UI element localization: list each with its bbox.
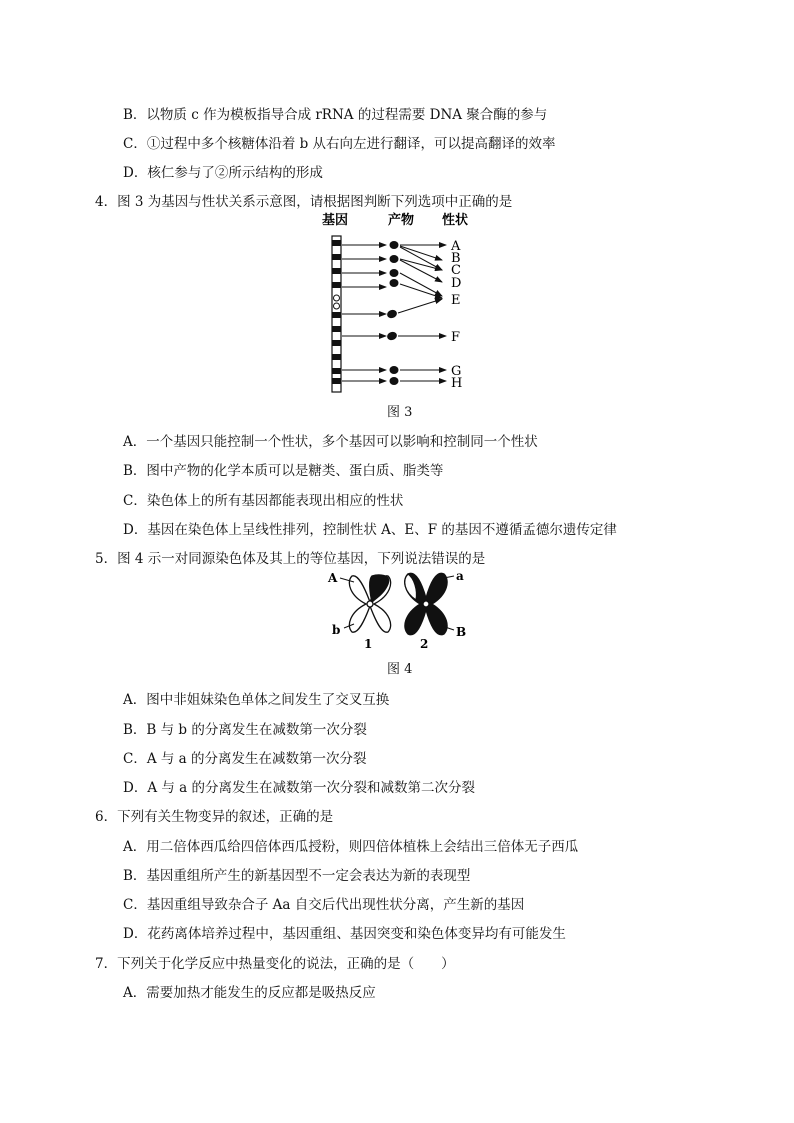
allele-label-A: A — [328, 571, 338, 585]
chromosome-2 — [405, 573, 447, 634]
trait-label-g: G — [451, 364, 462, 379]
q6-option-b: B．基因重组所产生的新基因型不一定会表达为新的表现型 — [123, 868, 471, 884]
col-product-label: 产物 — [388, 213, 415, 228]
q3-option-c: C．①过程中多个核糖体沿着 b 从右向左进行翻译，可以提高翻译的效率 — [123, 136, 556, 152]
homologous-chromosome-diagram — [322, 568, 472, 650]
trait-label-d: D — [451, 276, 462, 291]
q7-option-a: A．需要加热才能发生的反应都是吸热反应 — [123, 985, 376, 1001]
q4-option-d: D．基因在染色体上呈线性排列，控制性状 A、E、F 的基因不遵循孟德尔遗传定律 — [123, 522, 617, 538]
figure-3-caption: 图 3 — [387, 405, 413, 420]
trait-label-b: B — [451, 251, 461, 266]
q6-option-c: C．基因重组导致杂合子 Aa 自交后代出现性状分离，产生新的基因 — [123, 897, 525, 913]
q3-option-b: B．以物质 c 作为模板指导合成 rRNA 的过程需要 DNA 聚合酶的参与 — [123, 107, 548, 123]
chromosome-bar — [332, 236, 341, 392]
allele-label-b: b — [332, 623, 341, 637]
q5-option-c: C．A 与 a 的分离发生在减数第一次分裂 — [123, 751, 367, 767]
q4-option-b: B．图中产物的化学本质可以是糖类、蛋白质、脂类等 — [123, 463, 444, 479]
trait-label-e: E — [451, 293, 461, 308]
q7-stem: 7．下列关于化学反应中热量变化的说法，正确的是（ ） — [95, 956, 455, 972]
trait-label-h: H — [451, 376, 463, 391]
allele-label-B: B — [456, 625, 467, 639]
q5-stem: 5．图 4 示一对同源染色体及其上的等位基因，下列说法错误的是 — [95, 551, 486, 567]
q6-option-d: D．花药离体培养过程中，基因重组、基因突变和染色体变异均有可能发生 — [123, 926, 566, 942]
col-gene-label: 基因 — [322, 213, 349, 228]
col-trait-label: 性状 — [442, 213, 469, 228]
q4-stem: 4．图 3 为基因与性状关系示意图，请根据图判断下列选项中正确的是 — [95, 194, 513, 210]
chromosome-1 — [349, 575, 390, 632]
trait-label-c: C — [451, 263, 461, 278]
chromosome-number-2: 2 — [420, 637, 429, 650]
q4-option-a: A．一个基因只能控制一个性状，多个基因可以影响和控制同一个性状 — [123, 434, 538, 450]
q6-option-a: A．用二倍体西瓜给四倍体西瓜授粉，则四倍体植株上会结出三倍体无子西瓜 — [123, 839, 579, 855]
product-dots — [386, 241, 399, 385]
q5-option-d: D．A 与 a 的分离发生在减数第一次分裂和减数第二次分裂 — [123, 780, 475, 796]
chromosome-number-1: 1 — [364, 637, 373, 650]
q3-option-d: D．核仁参与了②所示结构的形成 — [123, 165, 323, 181]
q5-option-a: A．图中非姐妹染色单体之间发生了交叉互换 — [123, 692, 390, 708]
trait-label-a: A — [451, 239, 461, 254]
figure-4-caption: 图 4 — [387, 662, 413, 677]
gene-trait-diagram — [310, 210, 490, 396]
allele-label-a: a — [456, 569, 464, 583]
product-trait-arrows — [398, 245, 446, 381]
q6-stem: 6．下列有关生物变异的叙述，正确的是 — [95, 809, 334, 825]
q5-option-b: B．B 与 b 的分离发生在减数第一次分裂 — [123, 722, 367, 738]
q4-option-c: C．染色体上的所有基因都能表现出相应的性状 — [123, 493, 404, 509]
gene-product-arrows — [342, 245, 386, 381]
trait-label-f: F — [451, 330, 461, 345]
